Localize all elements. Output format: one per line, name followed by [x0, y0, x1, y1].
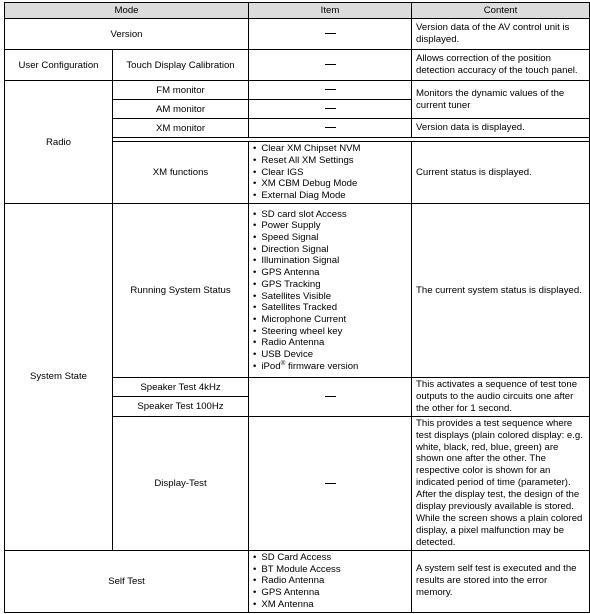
- fm-am-content: Monitors the dynamic values of the current tuner: [412, 81, 590, 119]
- user-config-content: Allows correction of the position detection accuracy of the touch panel.: [412, 50, 590, 81]
- dash-mark: [325, 108, 336, 109]
- self-test-mode: Self Test: [5, 550, 249, 612]
- list-item-ipod: [253, 361, 407, 373]
- version-mode: Version: [5, 19, 249, 50]
- list-item: • Clear XM Chipset NVM: [253, 143, 407, 155]
- xm-monitor-label: XM monitor: [113, 119, 249, 138]
- display-test-label: Display-Test: [113, 416, 249, 550]
- xm-monitor-item: [249, 119, 412, 138]
- self-test-list: [253, 552, 407, 611]
- version-item: [249, 19, 412, 50]
- display-test-item: [249, 416, 412, 550]
- running-system-status-item: [249, 204, 412, 378]
- list-item: • Steering wheel key: [253, 326, 407, 338]
- xm-functions-item: [249, 142, 412, 204]
- dash-mark: [325, 396, 336, 397]
- row-user-configuration: [5, 50, 590, 81]
- fm-monitor-item: [249, 81, 412, 100]
- touch-calibration-label: Touch Display Calibration: [113, 50, 249, 81]
- list-item: • External Diag Mode: [253, 190, 407, 202]
- list-item: • SD Card Access: [253, 552, 407, 564]
- row-running-system-status: [5, 204, 590, 378]
- ipod-suffix: firmware version: [285, 360, 359, 372]
- list-item: • XM CBM Debug Mode: [253, 178, 407, 190]
- list-item: • SD card slot Access: [253, 209, 407, 221]
- list-item: • Power Supply: [253, 220, 407, 232]
- xm-functions-label: XM functions: [113, 142, 249, 204]
- list-item: • USB Device: [253, 349, 407, 361]
- header-item: Item: [249, 3, 412, 19]
- ipod-label: iPod: [261, 360, 281, 372]
- list-item: • GPS Antenna: [253, 267, 407, 279]
- list-item: • Radio Antenna: [253, 337, 407, 349]
- list-item: • GPS Antenna: [253, 587, 407, 599]
- running-system-status-content: The current system status is displayed.: [412, 204, 590, 378]
- running-system-status-label: Running System Status: [113, 204, 249, 378]
- header-content: Content: [412, 3, 590, 19]
- system-state-mode: System State: [5, 204, 113, 551]
- list-item: • Direction Signal: [253, 244, 407, 256]
- list-item: • GPS Tracking: [253, 279, 407, 291]
- list-item: • Clear IGS: [253, 167, 407, 179]
- speaker-test-content: This activates a sequence of test tone outputs to the audio circuits one after the other for 1 second.: [412, 378, 590, 417]
- user-config-mode: User Configuration: [5, 50, 113, 81]
- registered-mark: ®: [280, 359, 286, 367]
- header-mode: Mode: [5, 3, 249, 19]
- row-fm-monitor: [5, 81, 590, 100]
- list-item: • BT Module Access: [253, 564, 407, 576]
- list-item: • Satellites Visible: [253, 291, 407, 303]
- speaker-test-item: [249, 378, 412, 417]
- self-test-item: [249, 550, 412, 612]
- list-item: • Reset All XM Settings: [253, 155, 407, 167]
- list-item: • Radio Antenna: [253, 575, 407, 587]
- xm-functions-list: [253, 143, 407, 202]
- row-self-test: [5, 550, 590, 612]
- fm-monitor-label: FM monitor: [113, 81, 249, 100]
- speaker-test-4khz-label: Speaker Test 4kHz: [113, 378, 249, 397]
- version-content: Version data of the AV control unit is displayed.: [412, 19, 590, 50]
- display-test-content: This provides a test sequence where test displays (plain colored display: e.g. white, black, red, blue, green) are shown one after the other. The respective color is shown for an indicated period of time (parameter). After the display test, the design of the display previously available is stored. While the screen shows a plain colored display, a pixel malfunction may be detected.: [412, 416, 590, 550]
- list-item: • Microphone Current: [253, 314, 407, 326]
- am-monitor-label: AM monitor: [113, 100, 249, 119]
- header-row: [5, 3, 590, 19]
- radio-mode: Radio: [5, 81, 113, 204]
- dash-mark: [325, 33, 336, 34]
- diagnosis-mode-table: [4, 2, 590, 613]
- dash-mark: [325, 483, 336, 484]
- running-status-list: [253, 209, 407, 373]
- list-item: • Speed Signal: [253, 232, 407, 244]
- user-config-item: [249, 50, 412, 81]
- list-item: • XM Antenna: [253, 599, 407, 611]
- am-monitor-item: [249, 100, 412, 119]
- row-version: [5, 19, 590, 50]
- xm-functions-content: Current status is displayed.: [412, 142, 590, 204]
- xm-monitor-content: Version data is displayed.: [412, 119, 590, 138]
- dash-mark: [325, 127, 336, 128]
- dash-mark: [325, 89, 336, 90]
- list-item: • Illumination Signal: [253, 255, 407, 267]
- speaker-test-100hz-label: Speaker Test 100Hz: [113, 397, 249, 416]
- dash-mark: [325, 64, 336, 65]
- list-item: • Satellites Tracked: [253, 302, 407, 314]
- self-test-content: A system self test is executed and the results are stored into the error memory.: [412, 550, 590, 612]
